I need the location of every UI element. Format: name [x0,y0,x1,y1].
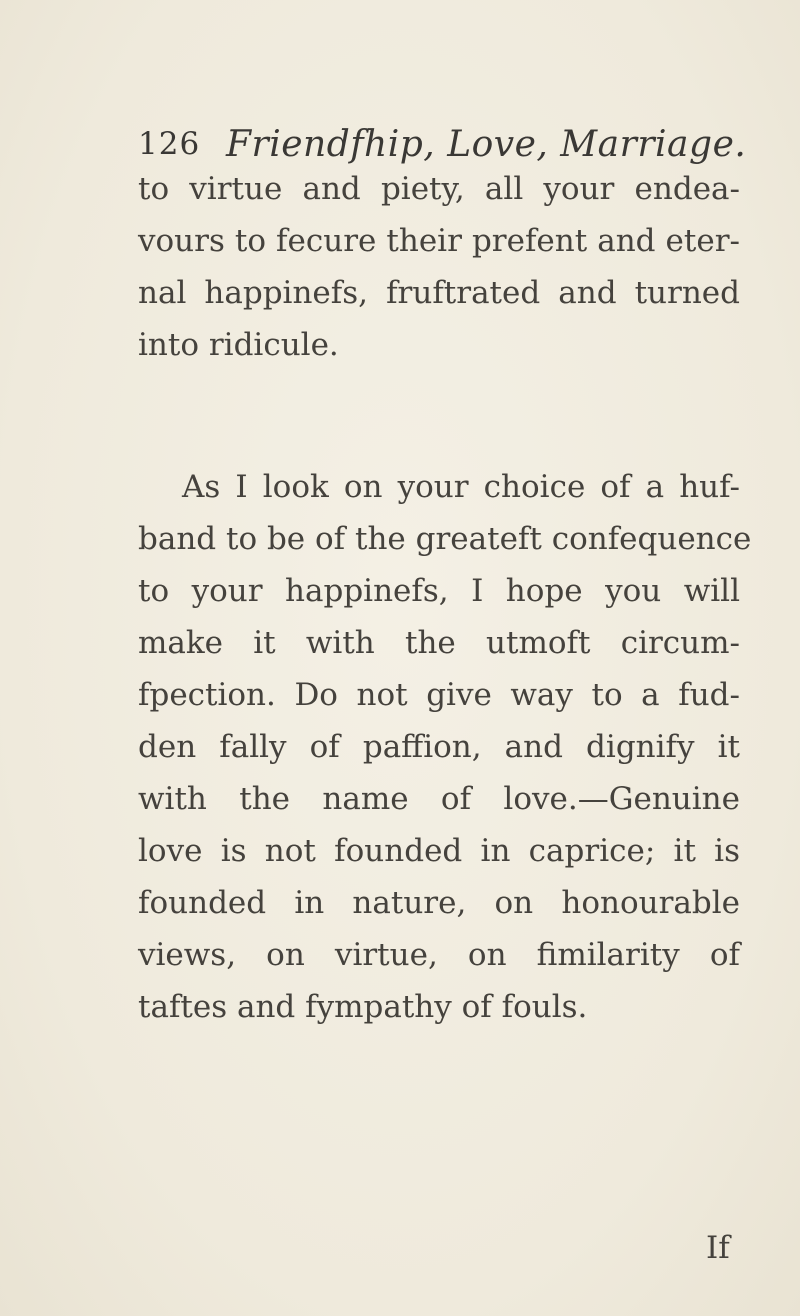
running-title: Friendfhip, Love, Marriage. [226,124,747,165]
text-line: into ridicule. [138,327,339,363]
text-line: As I look on your choice of a huf- [182,469,740,505]
catchword: If [706,1230,730,1266]
text-line: love is not founded in caprice; it is [138,833,740,869]
text-line: make it with the utmoft circum- [138,625,740,661]
text-line: band to be of the greateft confequence [138,521,752,557]
text-line: with the name of love.—Genuine [138,781,740,817]
text-line: views, on virtue, on fimilarity of [138,937,740,973]
text-line: founded in nature, on honourable [138,885,740,921]
text-line: to virtue and piety, all your endea- [138,171,740,207]
page-number: 126 [138,126,201,162]
text-line: to your happinefs, I hope you will [138,573,740,609]
text-line: taftes and fympathy of fouls. [138,989,588,1025]
text-line: vours to fecure their prefent and eter- [138,223,740,259]
text-line: nal happinefs, fruftrated and turned [138,275,740,311]
text-line: fpection. Do not give way to a fud- [138,677,740,713]
text-line: den fally of paffion, and dignify it [138,729,740,765]
